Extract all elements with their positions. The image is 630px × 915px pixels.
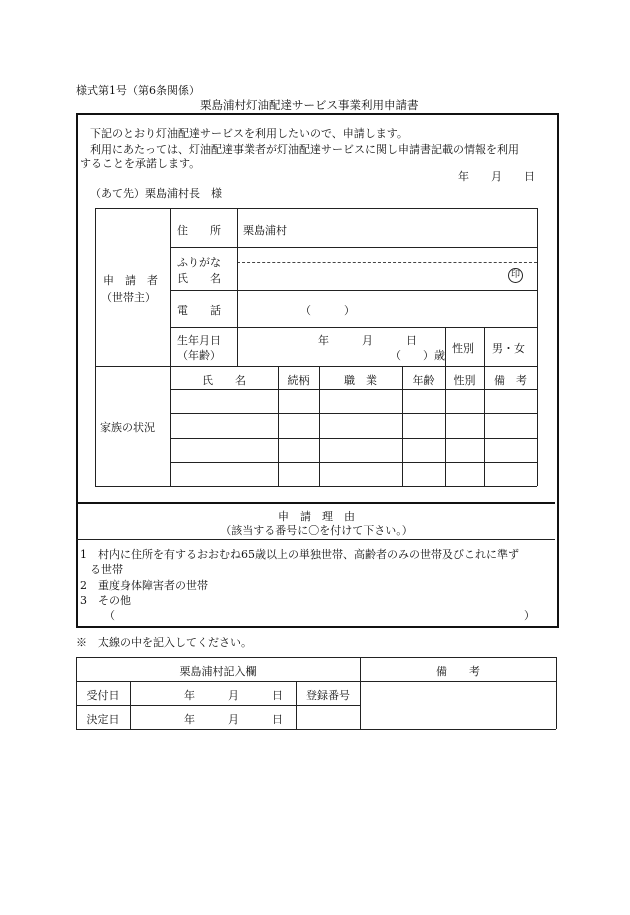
reason-other-open: （ — [104, 609, 115, 622]
birthdate-label: 生年月日 — [177, 334, 221, 347]
decision-date-label: 決定日 — [86, 713, 120, 726]
reason-item-1-cont: る世帯 — [90, 563, 123, 576]
family-header-remarks: 備 考 — [494, 374, 527, 387]
seal-mark: 印 — [508, 268, 523, 283]
form-title: 栗島浦村灯油配達サービス事業利用申請書 — [200, 98, 419, 112]
address-label: 住 所 — [177, 224, 221, 237]
name-field[interactable] — [240, 264, 500, 288]
family-label: 家族の状況 — [100, 421, 155, 434]
received-date-label: 受付日 — [86, 689, 120, 702]
reason-other-field[interactable] — [118, 605, 523, 621]
application-date[interactable]: 年 月 日 — [458, 170, 535, 183]
office-header: 栗島浦村記入欄 — [179, 665, 257, 678]
reason-item-2[interactable]: 2 重度身体障害者の世帯 — [80, 579, 208, 592]
applicant-label: 申 請 者 — [103, 274, 158, 287]
age-field[interactable]: （ ）歳 — [390, 349, 445, 362]
family-header-name: 氏 名 — [202, 374, 246, 387]
reason-item-3[interactable]: 3 その他 — [80, 594, 131, 607]
registration-number-label: 登録番号 — [306, 689, 350, 702]
intro-line-2: 利用にあたっては、灯油配達事業者が灯油配達サービスに関し申請書記載の情報を利用 — [90, 143, 519, 156]
addressee: （あて先）栗島浦村長 様 — [90, 187, 222, 200]
birthdate-field[interactable]: 年 月 日 — [318, 334, 417, 347]
reason-other-close: ） — [524, 609, 535, 622]
furigana-label: ふりがな — [177, 256, 221, 269]
reason-divider-top — [76, 502, 555, 504]
reason-divider — [76, 539, 555, 540]
office-remarks-header: 備 考 — [436, 665, 480, 678]
sex-label: 性別 — [452, 342, 474, 355]
note-text: ※ 太線の中を記入してください。 — [76, 636, 252, 649]
intro-line-1: 下記のとおり灯油配達サービスを利用したいので、申請します。 — [90, 127, 408, 140]
decision-date-field[interactable]: 年 月 日 — [184, 713, 283, 726]
family-header-age: 年齢 — [412, 374, 435, 387]
phone-label: 電 話 — [177, 304, 221, 317]
office-remarks-field[interactable] — [361, 682, 555, 728]
reason-title: 申 請 理 由 — [278, 510, 355, 523]
address-field[interactable]: 栗島浦村 — [243, 224, 287, 237]
age-label: （年齢） — [177, 349, 221, 362]
family-header-occupation: 職 業 — [344, 374, 377, 387]
name-label: 氏 名 — [177, 272, 221, 285]
sex-choice[interactable]: 男・女 — [492, 342, 525, 355]
intro-line-3: することを承諾します。 — [80, 157, 201, 170]
received-date-field[interactable]: 年 月 日 — [184, 689, 283, 702]
family-header-sex: 性別 — [453, 374, 476, 387]
family-header-relation: 続柄 — [287, 374, 310, 387]
householder-label: （世帯主） — [101, 291, 156, 304]
form-number: 様式第1号（第6条関係） — [76, 84, 200, 97]
reason-subtitle: （該当する番号に〇を付けて下さい。） — [220, 524, 413, 537]
registration-number-field[interactable] — [297, 706, 359, 728]
reason-item-1[interactable]: 1 村内に住所を有するおおむね65歳以上の単独世帯、高齢者のみの世帯及びこれに準ず — [80, 548, 519, 561]
phone-field[interactable]: （ ） — [300, 304, 355, 317]
